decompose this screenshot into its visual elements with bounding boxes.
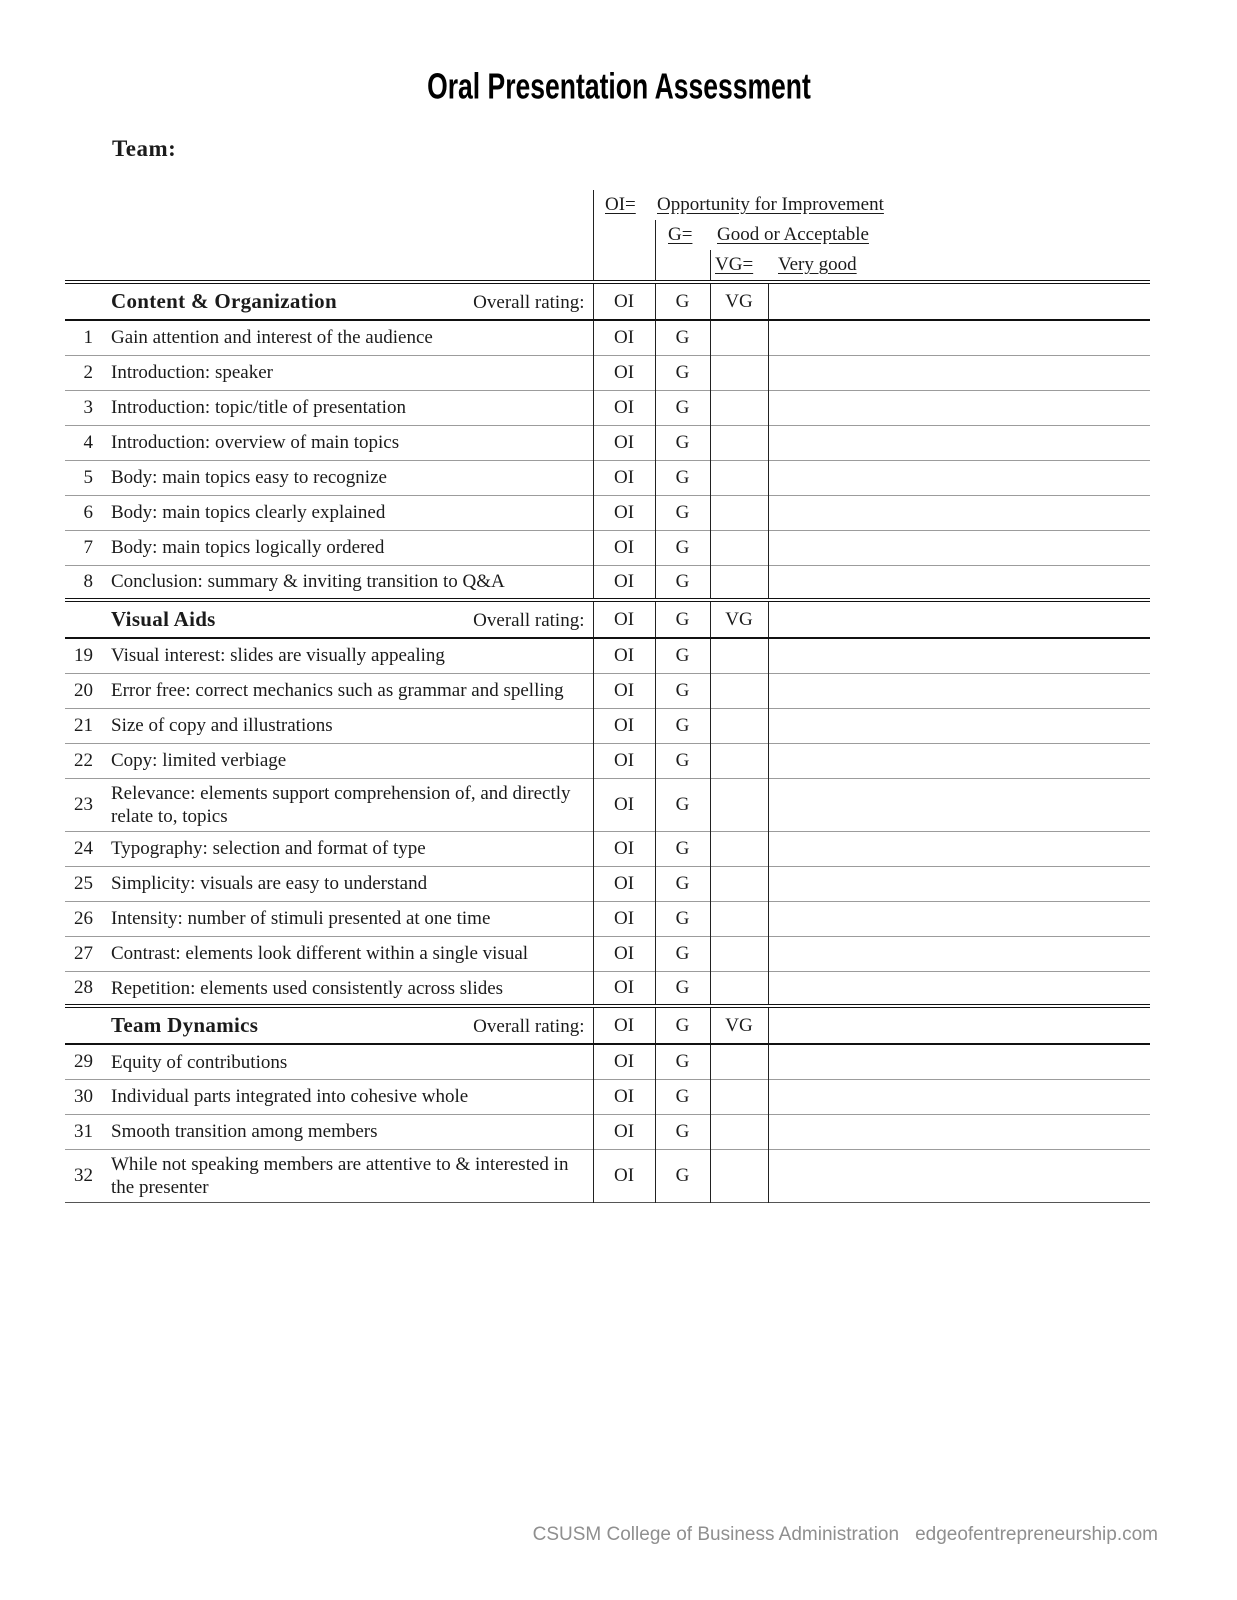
item-rating-g-cell: G [655, 743, 710, 778]
item-number: 1 [83, 326, 93, 348]
item-number: 30 [74, 1085, 93, 1107]
assessment-item-row [65, 778, 1150, 831]
item-comments-cell [768, 355, 1150, 390]
legend-row-oi [65, 190, 1150, 220]
item-rating-oi-cell: OI [593, 320, 655, 355]
item-number: 8 [83, 570, 93, 592]
assessment-item-row [65, 936, 1150, 971]
item-description: Conclusion: summary & inviting transition to Q&A [111, 571, 505, 593]
footer-org: CSUSM College of Business Administration [532, 1524, 900, 1545]
legend-abbr-vg: VG= [715, 254, 754, 275]
assessment-item-row [65, 971, 1150, 1006]
item-rating-oi-cell: OI [593, 831, 655, 866]
item-comments-cell [768, 936, 1150, 971]
item-number: 2 [83, 361, 93, 383]
item-rating-vg-cell [710, 901, 768, 936]
assessment-item-row [65, 866, 1150, 901]
item-rating-g-cell: G [655, 866, 710, 901]
item-rating-g-cell: G [655, 390, 710, 425]
item-number: 4 [83, 431, 93, 453]
item-description: Contrast: elements look different within a single visual [111, 943, 529, 965]
item-rating-vg-cell [710, 355, 768, 390]
overall-rating-label: Overall rating: [473, 609, 585, 631]
overall-rating-label: Overall rating: [473, 291, 585, 313]
item-rating-oi-cell: OI [593, 1149, 655, 1202]
item-rating-g-cell: G [655, 355, 710, 390]
item-number: 6 [83, 501, 93, 523]
page-footer [0, 1524, 1158, 1546]
item-number: 24 [74, 837, 93, 859]
item-rating-g-cell: G [655, 1044, 710, 1079]
item-comments-cell [768, 743, 1150, 778]
item-rating-vg-cell [710, 425, 768, 460]
item-comments-cell [768, 708, 1150, 743]
item-rating-oi-cell: OI [593, 743, 655, 778]
item-rating-g-cell: G [655, 901, 710, 936]
item-rating-g-cell: G [655, 673, 710, 708]
item-comments-cell [768, 971, 1150, 1006]
item-rating-oi-cell: OI [593, 1114, 655, 1149]
section-title: Team Dynamics [111, 1013, 259, 1038]
item-rating-oi-cell: OI [593, 708, 655, 743]
item-rating-oi-cell: OI [593, 778, 655, 831]
assessment-item-row [65, 831, 1150, 866]
item-number: 25 [74, 872, 93, 894]
item-rating-g-cell: G [655, 1079, 710, 1114]
section-title-cell [103, 282, 593, 320]
item-rating-vg-cell [710, 638, 768, 673]
item-description: Simplicity: visuals are easy to understand [111, 873, 428, 895]
page-title-wrap [0, 68, 1237, 107]
section-number-cell [65, 282, 103, 320]
section-title: Visual Aids [111, 606, 216, 631]
section-header-row [65, 600, 1150, 638]
item-comments-cell [768, 390, 1150, 425]
item-rating-g-cell: G [655, 565, 710, 600]
section-title: Content & Organization [111, 288, 337, 313]
item-description: Introduction: overview of main topics [111, 431, 400, 453]
assessment-item-row [65, 495, 1150, 530]
team-label: Team: [112, 136, 177, 161]
assessment-item-row [65, 1044, 1150, 1079]
section-header-row [65, 1006, 1150, 1044]
item-rating-oi-cell: OI [593, 565, 655, 600]
item-rating-g-cell: G [655, 778, 710, 831]
overall-rating-oi-cell: OI [593, 282, 655, 320]
item-comments-cell [768, 565, 1150, 600]
item-number: 31 [74, 1120, 93, 1142]
item-rating-vg-cell [710, 565, 768, 600]
item-description: Size of copy and illustrations [111, 714, 333, 736]
overall-rating-vg-cell: VG [710, 282, 768, 320]
overall-rating-vg-cell: VG [710, 600, 768, 638]
item-description: Repetition: elements used consistently across slides [111, 977, 504, 999]
legend-label-g: Good or Acceptable [717, 224, 869, 245]
item-rating-g-cell: G [655, 708, 710, 743]
section-header-row [65, 282, 1150, 320]
assessment-table [65, 280, 1150, 1203]
overall-rating-g-cell: G [655, 600, 710, 638]
page-title: Oral Presentation Assessment [426, 67, 811, 107]
overall-rating-oi-cell: OI [593, 600, 655, 638]
item-number: 7 [83, 536, 93, 558]
item-description: Body: main topics logically ordered [111, 536, 385, 558]
item-rating-oi-cell: OI [593, 1079, 655, 1114]
item-comments-cell [768, 425, 1150, 460]
item-rating-oi-cell: OI [593, 866, 655, 901]
item-rating-oi-cell: OI [593, 495, 655, 530]
item-rating-g-cell: G [655, 495, 710, 530]
item-rating-g-cell: G [655, 971, 710, 1006]
item-rating-g-cell: G [655, 638, 710, 673]
assessment-item-row [65, 673, 1150, 708]
item-rating-vg-cell [710, 778, 768, 831]
item-rating-vg-cell [710, 320, 768, 355]
item-comments-cell [768, 901, 1150, 936]
item-rating-g-cell: G [655, 936, 710, 971]
assessment-item-row [65, 530, 1150, 565]
item-rating-vg-cell [710, 530, 768, 565]
item-comments-cell [768, 1079, 1150, 1114]
legend-abbr-oi: OI= [605, 194, 636, 215]
item-number: 23 [74, 793, 93, 815]
item-rating-oi-cell: OI [593, 673, 655, 708]
item-description: Relevance: elements support comprehension of, and directly relate to, topics [111, 782, 571, 827]
item-comments-cell [768, 1044, 1150, 1079]
legend-label-vg: Very good [778, 254, 857, 275]
section-comments-cell [768, 1006, 1150, 1044]
item-description: Visual interest: slides are visually appealing [111, 645, 445, 667]
item-number: 20 [74, 679, 93, 701]
item-rating-oi-cell: OI [593, 530, 655, 565]
item-number: 29 [74, 1051, 93, 1073]
item-description: Intensity: number of stimuli presented at one time [111, 908, 491, 930]
item-rating-oi-cell: OI [593, 355, 655, 390]
footer-site: edgeofentrepreneurship.com [915, 1524, 1158, 1545]
assessment-item-row [65, 1114, 1150, 1149]
item-rating-g-cell: G [655, 425, 710, 460]
assessment-item-row [65, 708, 1150, 743]
item-comments-cell [768, 778, 1150, 831]
item-rating-vg-cell [710, 1044, 768, 1079]
assessment-item-row [65, 565, 1150, 600]
item-rating-oi-cell: OI [593, 425, 655, 460]
section-title-cell [103, 600, 593, 638]
item-description: Introduction: speaker [111, 361, 273, 383]
item-number: 19 [74, 644, 93, 666]
item-rating-g-cell: G [655, 320, 710, 355]
section-number-cell [65, 600, 103, 638]
assessment-item-row [65, 638, 1150, 673]
item-description: Copy: limited verbiage [111, 749, 287, 771]
item-rating-vg-cell [710, 1149, 768, 1202]
section-title-cell [103, 1006, 593, 1044]
item-rating-vg-cell [710, 971, 768, 1006]
section-number-cell [65, 1006, 103, 1044]
item-comments-cell [768, 320, 1150, 355]
assessment-item-row [65, 320, 1150, 355]
overall-rating-oi-cell: OI [593, 1006, 655, 1044]
item-number: 32 [74, 1165, 93, 1187]
item-comments-cell [768, 1149, 1150, 1202]
item-rating-vg-cell [710, 708, 768, 743]
assessment-item-row [65, 355, 1150, 390]
section-comments-cell [768, 600, 1150, 638]
item-rating-g-cell: G [655, 1114, 710, 1149]
item-rating-g-cell: G [655, 530, 710, 565]
item-rating-vg-cell [710, 390, 768, 425]
overall-rating-g-cell: G [655, 1006, 710, 1044]
item-rating-oi-cell: OI [593, 936, 655, 971]
assessment-item-row [65, 460, 1150, 495]
item-description: Error free: correct mechanics such as grammar and spelling [111, 679, 564, 701]
item-comments-cell [768, 866, 1150, 901]
item-description: Gain attention and interest of the audience [111, 327, 433, 349]
item-description: Smooth transition among members [111, 1121, 378, 1143]
item-rating-oi-cell: OI [593, 460, 655, 495]
item-number: 3 [83, 396, 93, 418]
item-comments-cell [768, 831, 1150, 866]
item-comments-cell [768, 495, 1150, 530]
item-rating-g-cell: G [655, 460, 710, 495]
item-description: While not speaking members are attentive to & interested in the presenter [111, 1153, 569, 1199]
item-comments-cell [768, 638, 1150, 673]
item-description: Introduction: topic/title of presentation [111, 396, 406, 418]
legend-abbr-g: G= [668, 224, 693, 245]
item-description: Body: main topics easy to recognize [111, 466, 387, 488]
overall-rating-label: Overall rating: [473, 1016, 585, 1038]
item-rating-vg-cell [710, 1114, 768, 1149]
assessment-table-body [65, 282, 1150, 1203]
item-description: Equity of contributions [111, 1051, 288, 1073]
assessment-item-row [65, 1079, 1150, 1114]
overall-rating-g-cell: G [655, 282, 710, 320]
item-rating-oi-cell: OI [593, 971, 655, 1006]
assessment-item-row [65, 390, 1150, 425]
item-rating-g-cell: G [655, 1149, 710, 1202]
item-number: 5 [83, 466, 93, 488]
item-rating-oi-cell: OI [593, 1044, 655, 1079]
item-rating-vg-cell [710, 743, 768, 778]
item-rating-vg-cell [710, 460, 768, 495]
item-description: Individual parts integrated into cohesive whole [111, 1086, 469, 1108]
item-number: 21 [74, 714, 93, 736]
rating-legend [65, 190, 1150, 280]
item-comments-cell [768, 530, 1150, 565]
assessment-item-row [65, 1149, 1150, 1202]
item-rating-vg-cell [710, 673, 768, 708]
overall-rating-vg-cell: VG [710, 1006, 768, 1044]
section-comments-cell [768, 282, 1150, 320]
legend-row-vg [65, 250, 1150, 280]
item-description: Body: main topics clearly explained [111, 501, 386, 523]
item-rating-g-cell: G [655, 831, 710, 866]
item-rating-oi-cell: OI [593, 901, 655, 936]
item-rating-vg-cell [710, 936, 768, 971]
item-rating-vg-cell [710, 831, 768, 866]
assessment-item-row [65, 901, 1150, 936]
item-number: 26 [74, 907, 93, 929]
item-comments-cell [768, 1114, 1150, 1149]
item-rating-vg-cell [710, 495, 768, 530]
item-rating-oi-cell: OI [593, 390, 655, 425]
item-number: 28 [74, 977, 93, 999]
assessment-item-row [65, 743, 1150, 778]
item-rating-oi-cell: OI [593, 638, 655, 673]
assessment-item-row [65, 425, 1150, 460]
item-number: 27 [74, 942, 93, 964]
legend-label-oi: Opportunity for Improvement [657, 194, 884, 215]
item-description: Typography: selection and format of type [111, 838, 426, 860]
legend-row-g [65, 220, 1150, 250]
item-rating-vg-cell [710, 866, 768, 901]
item-comments-cell [768, 460, 1150, 495]
item-rating-vg-cell [710, 1079, 768, 1114]
item-number: 22 [74, 749, 93, 771]
item-comments-cell [768, 673, 1150, 708]
